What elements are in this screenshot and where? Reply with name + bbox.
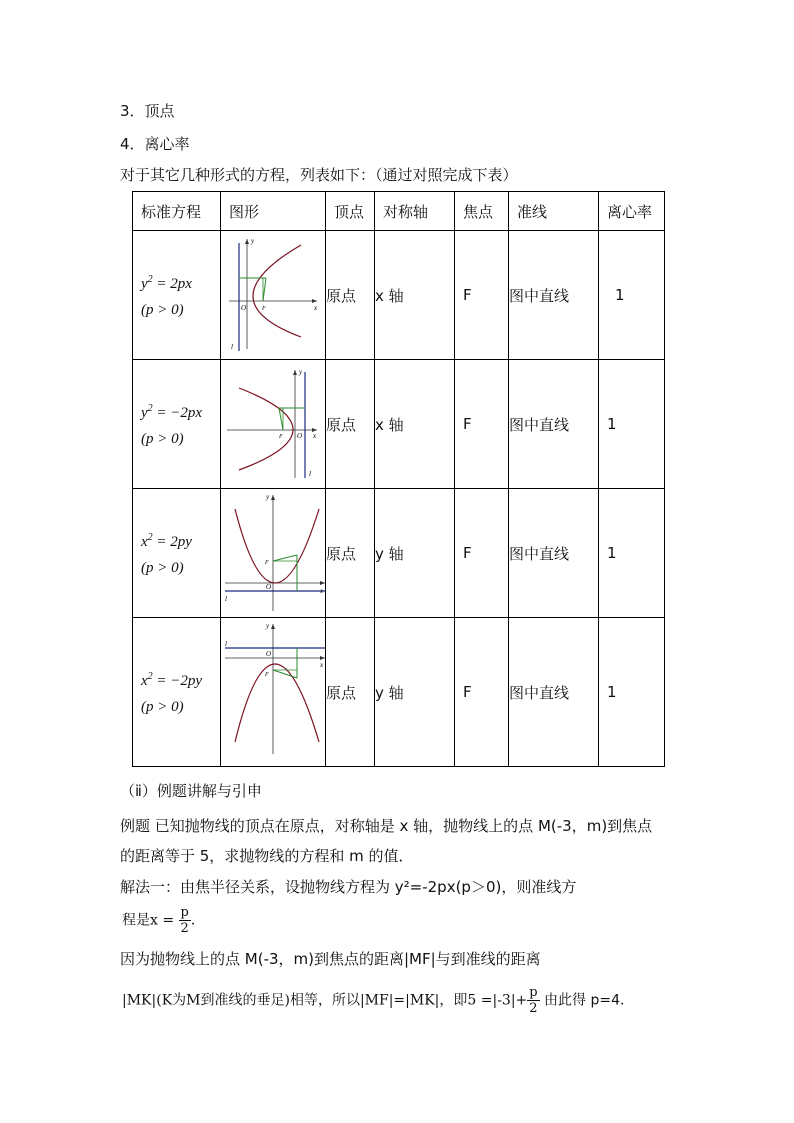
parabola-left-graph <box>221 360 325 484</box>
directrix-label: l <box>225 640 227 648</box>
item-eccentricity: 4．离心率 <box>120 135 190 153</box>
focus-label: F <box>279 434 283 440</box>
parabola-properties-table <box>132 191 665 767</box>
graph-cell <box>221 489 326 618</box>
vertex-cell: 原点 <box>326 489 375 618</box>
graph-cell <box>221 360 326 489</box>
solution-line: 因为抛物线上的点 M(-3，m)到焦点的距离|MF|与到准线的距离 <box>120 950 541 968</box>
header-eccentricity: 离心率 <box>599 192 665 231</box>
graph-cell <box>221 618 326 767</box>
header-focus: 焦点 <box>455 192 509 231</box>
directrix-label: l <box>309 470 311 478</box>
header-graph: 图形 <box>221 192 326 231</box>
condition: (p > 0) <box>141 699 184 715</box>
table-header-row <box>133 192 665 231</box>
fraction: $\frac{p}{2}$ <box>180 905 189 936</box>
directrix-label: l <box>225 595 227 603</box>
directrix-cell: 图中直线 <box>509 360 599 489</box>
axis-cell: x 轴 <box>375 231 455 360</box>
axis-cell: y 轴 <box>375 618 455 767</box>
item-vertex: 3．顶点 <box>120 102 175 120</box>
y-axis-label: y <box>266 622 270 630</box>
parabola-down-graph <box>221 618 325 762</box>
equation-cell: $y^2 = 2px$ (p > 0) <box>133 231 221 360</box>
header-standard-equation: 标准方程 <box>133 192 221 231</box>
condition: (p > 0) <box>141 560 184 576</box>
focus-label: F <box>262 306 266 312</box>
focus-cell: F <box>455 231 509 360</box>
vertex-cell: 原点 <box>326 231 375 360</box>
origin-label: O <box>266 583 272 591</box>
header-vertex: 顶点 <box>326 192 375 231</box>
table-row <box>133 360 665 489</box>
solution-line: 解法一：由焦半径关系，设抛物线方程为 y²=-2px(p＞0)，则准线方 <box>120 878 577 896</box>
y-axis-label: y <box>299 368 303 376</box>
origin-label: O <box>297 432 303 440</box>
table-lead-text: 对于其它几种形式的方程，列表如下：（通过对照完成下表） <box>120 166 518 184</box>
example-line: 的距离等于 5，求抛物线的方程和 m 的值． <box>120 847 414 865</box>
solution-equation-line: |MK|(K为M到准线的垂足)相等，所以|MF|=|MK|，即5 =|-3|+ $\frac{p}{2}$ 由此得 p=4． <box>122 985 635 1016</box>
origin-label: O <box>241 304 247 312</box>
graph-cell <box>221 231 326 360</box>
table-row <box>133 231 665 360</box>
parabola-up-graph <box>221 489 325 613</box>
directrix-cell: 图中直线 <box>509 231 599 360</box>
header-directrix: 准线 <box>509 192 599 231</box>
equation-cell: $x^2 = 2py$ (p > 0) <box>133 489 221 618</box>
vertex-cell: 原点 <box>326 360 375 489</box>
x-axis-label: x <box>320 587 324 595</box>
x-axis-label: x <box>314 304 318 312</box>
fraction: $\frac{p}{2}$ <box>529 985 538 1016</box>
parabola-right-graph <box>221 231 325 355</box>
y-axis-label: y <box>266 493 270 501</box>
equation-cell: $x^2 = -2py$ (p > 0) <box>133 618 221 767</box>
focus-label: F <box>265 560 269 566</box>
solution-directrix-line: 程是x = $\frac{p}{2}$ ． <box>122 905 205 936</box>
table-row <box>133 489 665 618</box>
y-axis-label: y <box>251 237 255 245</box>
x-axis-label: x <box>313 432 317 440</box>
directrix-cell: 图中直线 <box>509 618 599 767</box>
condition: (p > 0) <box>141 431 184 447</box>
axis-cell: y 轴 <box>375 489 455 618</box>
condition: (p > 0) <box>141 302 184 318</box>
equation-cell: $y^2 = -2px$ (p > 0) <box>133 360 221 489</box>
table-row <box>133 618 665 767</box>
directrix-cell: 图中直线 <box>509 489 599 618</box>
x-axis-label: x <box>320 661 324 669</box>
directrix-label: l <box>231 343 233 351</box>
focus-label: F <box>265 672 269 678</box>
eccentricity-cell: 1 <box>599 231 665 360</box>
origin-label: O <box>266 650 272 658</box>
focus-cell: F <box>455 618 509 767</box>
eccentricity-cell: 1 <box>599 360 665 489</box>
header-symmetry-axis: 对称轴 <box>375 192 455 231</box>
eccentricity-cell: 1 <box>599 489 665 618</box>
focus-cell: F <box>455 360 509 489</box>
vertex-cell: 原点 <box>326 618 375 767</box>
example-line: 例题 已知抛物线的顶点在原点，对称轴是 x 轴，抛物线上的点 M(-3，m)到焦点 <box>120 817 653 835</box>
eccentricity-cell: 1 <box>599 618 665 767</box>
section-heading: （ⅱ）例题讲解与引申 <box>120 782 262 800</box>
axis-cell: x 轴 <box>375 360 455 489</box>
focus-cell: F <box>455 489 509 618</box>
